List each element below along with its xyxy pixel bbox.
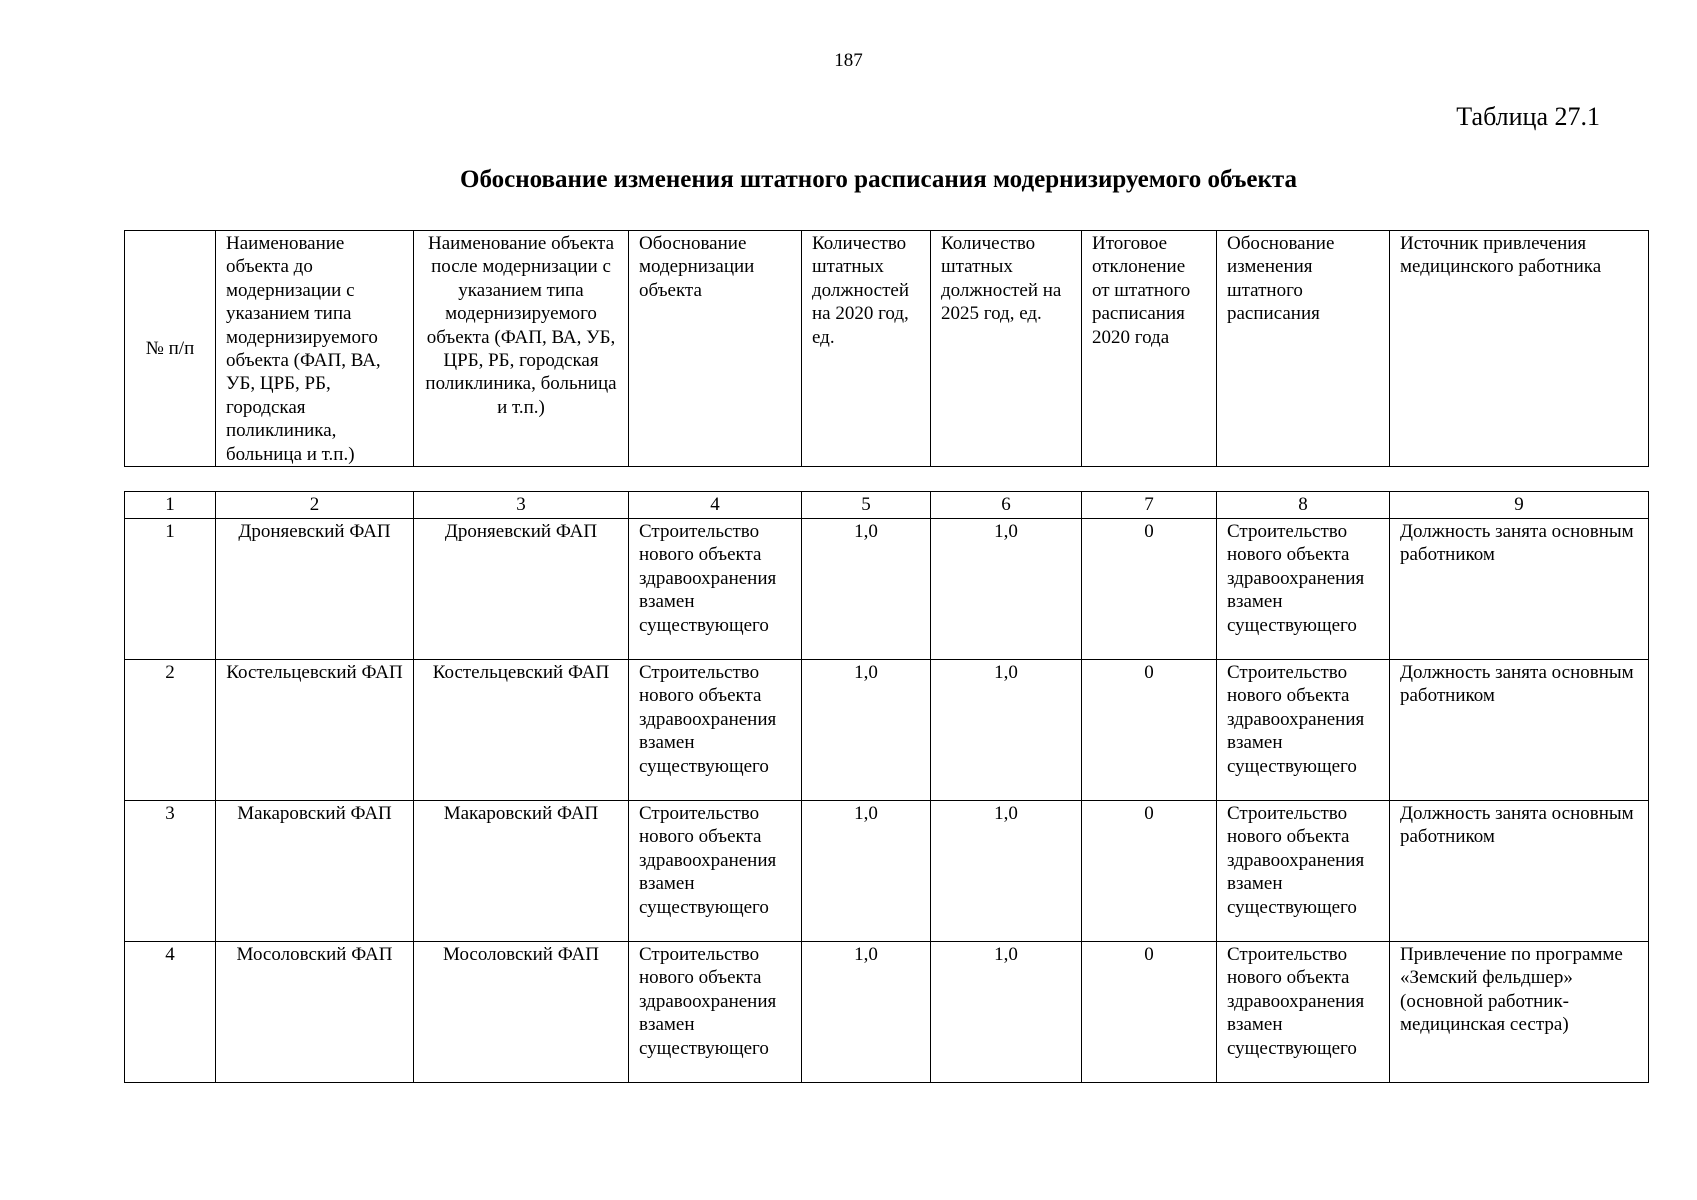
header-cell-modernization-reason: Обоснование модернизации объекта xyxy=(629,231,802,467)
staff-change-reason: Строительство нового объекта здравоохранения взамен существующего xyxy=(1217,519,1390,660)
row-number: 2 xyxy=(125,660,216,801)
staff-change-reason: Строительство нового объекта здравоохранения взамен существующего xyxy=(1217,801,1390,942)
staff-2020: 1,0 xyxy=(802,942,931,1083)
column-number: 7 xyxy=(1082,492,1217,519)
page-number: 187 xyxy=(834,50,863,71)
data-table xyxy=(124,491,1649,1083)
column-number: 2 xyxy=(216,492,414,519)
worker-source: Должность занята основным работником xyxy=(1390,519,1649,660)
column-number: 3 xyxy=(414,492,629,519)
table-row xyxy=(125,660,1649,801)
header-cell-object-before: Наименование объекта до модернизации с указанием типа модернизируемого объекта (ФАП, ВА, УБ, ЦРБ, РБ, городская поликлиника, больница и т.п.) xyxy=(216,231,414,467)
table-row xyxy=(125,942,1649,1083)
column-number: 6 xyxy=(931,492,1082,519)
column-number: 9 xyxy=(1390,492,1649,519)
column-number: 4 xyxy=(629,492,802,519)
row-number: 1 xyxy=(125,519,216,660)
deviation: 0 xyxy=(1082,942,1217,1083)
modernization-reason: Строительство нового объекта здравоохранения взамен существующего xyxy=(629,942,802,1083)
header-cell-staff-2020: Количество штатных должностей на 2020 год, ед. xyxy=(802,231,931,467)
table-label: Таблица 27.1 xyxy=(1456,102,1600,131)
table-row xyxy=(125,519,1649,660)
staff-2025: 1,0 xyxy=(931,519,1082,660)
row-number: 3 xyxy=(125,801,216,942)
staff-2020: 1,0 xyxy=(802,519,931,660)
object-before: Костельцевский ФАП xyxy=(216,660,414,801)
modernization-reason: Строительство нового объекта здравоохранения взамен существующего xyxy=(629,660,802,801)
column-number: 5 xyxy=(802,492,931,519)
object-after: Макаровский ФАП xyxy=(414,801,629,942)
header-cell-deviation: Итоговое отклонение от штатного расписания 2020 года xyxy=(1082,231,1217,467)
staff-2020: 1,0 xyxy=(802,660,931,801)
staff-2025: 1,0 xyxy=(931,942,1082,1083)
staff-2025: 1,0 xyxy=(931,801,1082,942)
worker-source: Должность занята основным работником xyxy=(1390,801,1649,942)
header-cell-worker-source: Источник привлечения медицинского работника xyxy=(1390,231,1649,467)
modernization-reason: Строительство нового объекта здравоохранения взамен существующего xyxy=(629,519,802,660)
staff-2020: 1,0 xyxy=(802,801,931,942)
deviation: 0 xyxy=(1082,519,1217,660)
header-cell-staff-change-reason: Обоснование изменения штатного расписания xyxy=(1217,231,1390,467)
document-title: Обоснование изменения штатного расписания модернизируемого объекта xyxy=(460,166,1297,193)
worker-source: Должность занята основным работником xyxy=(1390,660,1649,801)
column-number: 8 xyxy=(1217,492,1390,519)
object-after: Дроняевский ФАП xyxy=(414,519,629,660)
staff-change-reason: Строительство нового объекта здравоохранения взамен существующего xyxy=(1217,942,1390,1083)
staff-2025: 1,0 xyxy=(931,660,1082,801)
table-row xyxy=(125,801,1649,942)
column-number: 1 xyxy=(125,492,216,519)
object-before: Дроняевский ФАП xyxy=(216,519,414,660)
object-before: Макаровский ФАП xyxy=(216,801,414,942)
header-table xyxy=(124,230,1649,467)
modernization-reason: Строительство нового объекта здравоохранения взамен существующего xyxy=(629,801,802,942)
deviation: 0 xyxy=(1082,660,1217,801)
header-cell-number: № п/п xyxy=(125,231,216,467)
object-after: Мосоловский ФАП xyxy=(414,942,629,1083)
header-cell-object-after: Наименование объекта после модернизации с указанием типа модернизируемого объекта (ФАП, ВА, УБ, ЦРБ, РБ, городская поликлиника, больница и т.п.) xyxy=(414,231,629,467)
object-after: Костельцевский ФАП xyxy=(414,660,629,801)
staff-change-reason: Строительство нового объекта здравоохранения взамен существующего xyxy=(1217,660,1390,801)
row-number: 4 xyxy=(125,942,216,1083)
object-before: Мосоловский ФАП xyxy=(216,942,414,1083)
worker-source: Привлечение по программе «Земский фельдшер» (основной работник- медицинская сестра) xyxy=(1390,942,1649,1083)
header-row xyxy=(125,231,1649,467)
header-cell-staff-2025: Количество штатных должностей на 2025 год, ед. xyxy=(931,231,1082,467)
column-number-row xyxy=(125,492,1649,519)
deviation: 0 xyxy=(1082,801,1217,942)
